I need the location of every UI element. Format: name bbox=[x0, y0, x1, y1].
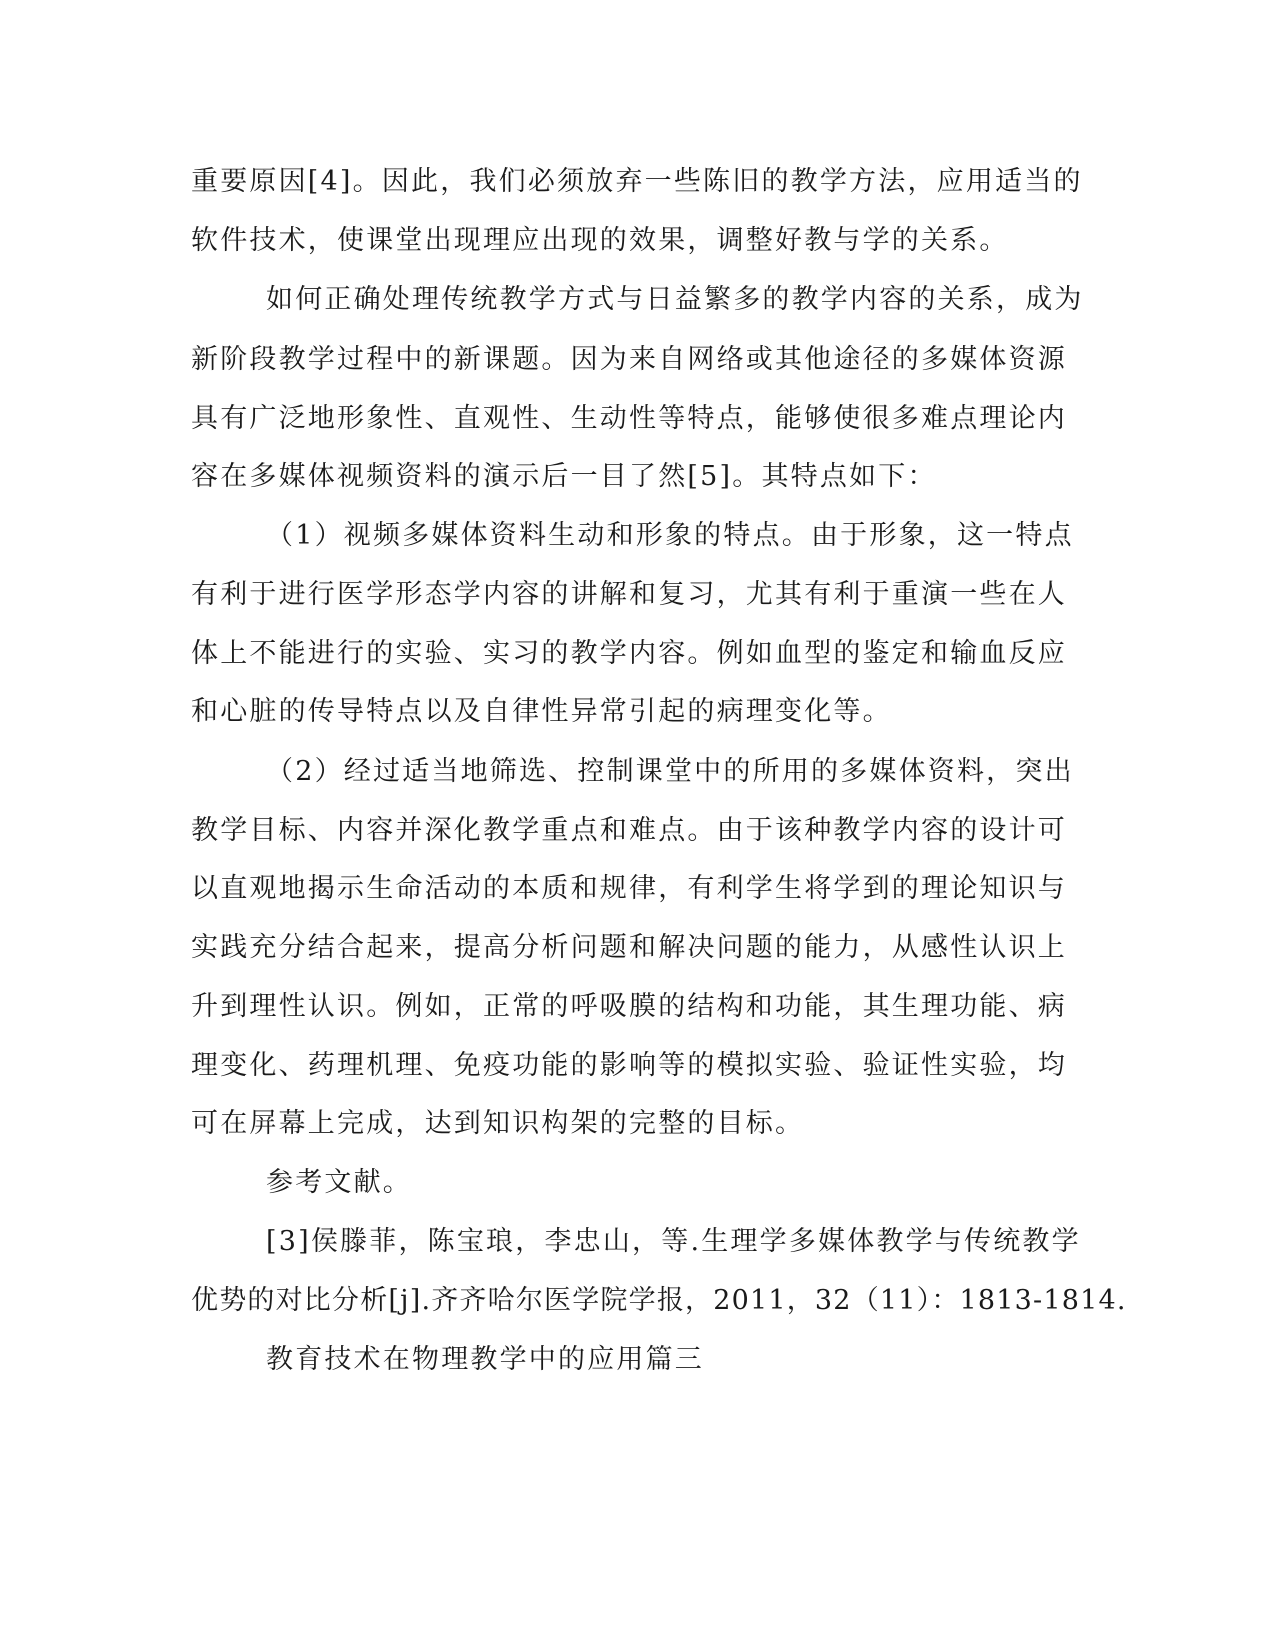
paragraph-line: 如何正确处理传统教学方式与日益繁多的教学内容的关系，成为 bbox=[266, 284, 1084, 315]
list-item-line: 可在屏幕上完成，达到知识构架的完整的目标。 bbox=[191, 1108, 805, 1139]
section-title: 教育技术在物理教学中的应用篇三 bbox=[266, 1344, 704, 1375]
list-item-line: 和心脏的传导特点以及自律性异常引起的病理变化等。 bbox=[191, 696, 892, 727]
list-item-line: （2）经过适当地筛选、控制课堂中的所用的多媒体资料，突出 bbox=[266, 756, 1074, 787]
reference-entry-line: [3]侯滕菲，陈宝琅，李忠山，等.生理学多媒体教学与传统教学 bbox=[266, 1226, 1081, 1257]
list-item-line: （1）视频多媒体资料生动和形象的特点。由于形象，这一特点 bbox=[266, 520, 1074, 551]
list-item-line: 体上不能进行的实验、实习的教学内容。例如血型的鉴定和输血反应 bbox=[191, 638, 1067, 669]
paragraph-line: 容在多媒体视频资料的演示后一目了然[5]。其特点如下： bbox=[191, 461, 937, 492]
list-item-line: 升到理性认识。例如，正常的呼吸膜的结构和功能，其生理功能、病 bbox=[191, 991, 1067, 1022]
paragraph-line: 具有广泛地形象性、直观性、生动性等特点，能够使很多难点理论内 bbox=[191, 403, 1067, 434]
list-item-line: 理变化、药理机理、免疫功能的影响等的模拟实验、验证性实验，均 bbox=[191, 1050, 1067, 1081]
list-item-line: 有利于进行医学形态学内容的讲解和复习，尤其有利于重演一些在人 bbox=[191, 579, 1067, 610]
paragraph-line: 重要原因[4]。因此，我们必须放弃一些陈旧的教学方法，应用适当的 bbox=[191, 166, 1083, 197]
references-heading: 参考文献。 bbox=[266, 1167, 412, 1198]
list-item-line: 教学目标、内容并深化教学重点和难点。由于该种教学内容的设计可 bbox=[191, 815, 1067, 846]
list-item-line: 实践充分结合起来，提高分析问题和解决问题的能力，从感性认识上 bbox=[191, 932, 1067, 963]
paragraph-line: 新阶段教学过程中的新课题。因为来自网络或其他途径的多媒体资源 bbox=[191, 344, 1067, 375]
reference-entry-line: 优势的对比分析[j].齐齐哈尔医学院学报，2011，32（11）：1813-1814. bbox=[191, 1285, 1127, 1316]
paragraph-line: 软件技术，使课堂出现理应出现的效果，调整好教与学的关系。 bbox=[191, 225, 1009, 256]
list-item-line: 以直观地揭示生命活动的本质和规律，有利学生将学到的理论知识与 bbox=[191, 873, 1067, 904]
